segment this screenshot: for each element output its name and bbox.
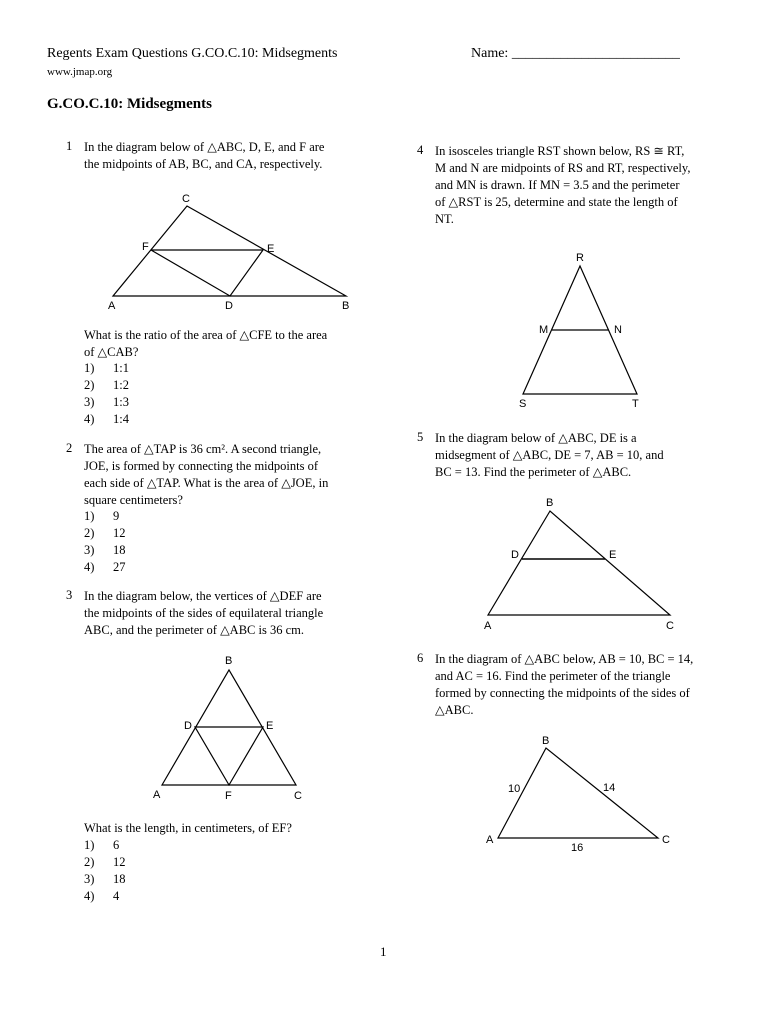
prompt-line: △ABC. [435, 703, 474, 717]
choice[interactable]: 2) 1:2 [84, 378, 129, 392]
ask-line: of △CAB? [84, 345, 139, 359]
label-e: E [266, 720, 274, 732]
question-2-prompt [84, 441, 384, 509]
prompt-line: In isosceles triangle RST shown below, RS ≅ RT, [435, 144, 685, 158]
label-a: A [153, 789, 161, 801]
prompt-line: each side of △TAP. What is the area of △JOE, in [84, 476, 329, 490]
page-number: 1 [380, 944, 387, 959]
question-number: 4 [417, 143, 424, 157]
label-d: D [511, 549, 519, 561]
choice[interactable]: 4) 27 [84, 560, 126, 574]
label-e: E [267, 243, 275, 255]
triangle-abc [498, 748, 658, 838]
question-3-prompt [84, 588, 384, 639]
choice[interactable]: 3) 18 [84, 543, 126, 557]
prompt-line: ABC, and the perimeter of △ABC is 36 cm. [84, 623, 304, 637]
question-number: 2 [66, 441, 73, 455]
prompt-line: JOE, is formed by connecting the midpoints of [84, 459, 318, 473]
label-n: N [614, 324, 622, 336]
label-r: R [576, 252, 584, 264]
triangle-abc [488, 511, 670, 615]
label-s: S [519, 398, 527, 410]
question-6-prompt [435, 651, 755, 719]
label-e: E [609, 549, 617, 561]
prompt-line: BC = 13. Find the perimeter of △ABC. [435, 465, 632, 479]
ask-line: What is the ratio of the area of △CFE to the area [84, 328, 328, 342]
question-3-choices [84, 837, 126, 905]
choice[interactable]: 2) 12 [84, 855, 126, 869]
prompt-line: the midpoints of the sides of equilateral triangle [84, 606, 324, 620]
label-b: B [542, 735, 550, 747]
header-title: Regents Exam Questions G.CO.C.10: Midsegments [47, 46, 338, 61]
choice[interactable]: 2) 12 [84, 526, 126, 540]
label-t: T [632, 398, 639, 410]
prompt-line: and AC = 16. Find the perimeter of the triangle [435, 669, 671, 683]
name-field-label: Name: ________________________ [471, 46, 680, 61]
label-ab-length: 10 [508, 783, 521, 795]
label-c: C [662, 834, 670, 846]
prompt-line: In the diagram below of △ABC, D, E, and F are [84, 140, 325, 154]
label-a: A [108, 300, 116, 312]
question-1-choices [84, 360, 129, 428]
question-2-choices [84, 508, 126, 576]
question-3-ask [84, 820, 384, 837]
prompt-line: and MN is drawn. If MN = 3.5 and the perimeter [435, 178, 680, 192]
label-d: D [225, 300, 233, 312]
prompt-line: formed by connecting the midpoints of the sides of [435, 686, 690, 700]
ask-line: What is the length, in centimeters, of EF? [84, 821, 292, 835]
question-1-ask [84, 327, 384, 361]
choice[interactable]: 1) 6 [84, 838, 120, 852]
prompt-line: the midpoints of AB, BC, and CA, respectively. [84, 157, 323, 171]
choice[interactable]: 3) 18 [84, 872, 126, 886]
label-b: B [546, 497, 554, 509]
prompt-line: NT. [435, 212, 454, 226]
label-m: M [539, 324, 549, 336]
question-number: 3 [66, 588, 73, 602]
question-1-diagram [100, 190, 360, 315]
choice[interactable]: 4) 4 [84, 889, 120, 903]
label-ac-length: 16 [571, 842, 584, 854]
question-number: 5 [417, 430, 424, 444]
label-d: D [184, 720, 192, 732]
triangle-def [195, 727, 263, 785]
label-bc-length: 14 [603, 782, 616, 794]
question-number: 1 [66, 139, 73, 153]
prompt-line: The area of △TAP is 36 cm². A second triangle, [84, 442, 322, 456]
question-number: 6 [417, 651, 424, 665]
header-site: www.jmap.org [47, 66, 113, 78]
prompt-line: In the diagram below, the vertices of △DEF are [84, 589, 322, 603]
prompt-line: In the diagram of △ABC below, AB = 10, BC = 14, [435, 652, 694, 666]
label-f: F [142, 241, 149, 253]
label-f: F [225, 790, 232, 802]
label-c: C [666, 620, 674, 632]
question-6-diagram [480, 730, 680, 860]
question-5-diagram [480, 495, 685, 635]
choice[interactable]: 4) 1:4 [84, 412, 129, 426]
prompt-line: midsegment of △ABC, DE = 7, AB = 10, and [435, 448, 664, 462]
label-a: A [484, 620, 492, 632]
choice[interactable]: 3) 1:3 [84, 395, 129, 409]
label-a: A [486, 834, 494, 846]
question-4-diagram [510, 250, 650, 410]
section-title: G.CO.C.10: Midsegments [47, 96, 212, 112]
label-c: C [182, 193, 190, 205]
label-c: C [294, 790, 302, 802]
question-5-prompt [435, 430, 755, 481]
prompt-line: In the diagram below of △ABC, DE is a [435, 431, 637, 445]
label-b: B [342, 300, 350, 312]
label-b: B [225, 655, 233, 667]
prompt-line: square centimeters? [84, 493, 183, 507]
choice[interactable]: 1) 9 [84, 509, 120, 523]
question-3-diagram [150, 650, 310, 805]
question-1-prompt [84, 139, 384, 173]
prompt-line: of △RST is 25, determine and state the length of [435, 195, 678, 209]
choice[interactable]: 1) 1:1 [84, 361, 129, 375]
midsegment-lines [151, 250, 263, 296]
question-4-prompt [435, 143, 755, 228]
prompt-line: M and N are midpoints of RS and RT, respectively, [435, 161, 691, 175]
